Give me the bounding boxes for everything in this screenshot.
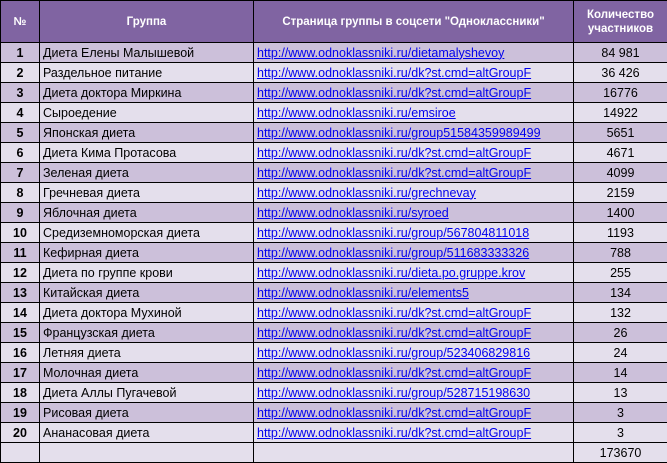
row-num: 1: [1, 43, 40, 63]
table-row: [1, 143, 667, 163]
member-count: 26: [574, 323, 667, 343]
group-name: Сыроедение: [40, 103, 254, 123]
group-name: Рисовая диета: [40, 403, 254, 423]
group-name: Японская диета: [40, 123, 254, 143]
member-count: 255: [574, 263, 667, 283]
member-count: 3: [574, 403, 667, 423]
group-name: Диета Кима Протасова: [40, 143, 254, 163]
group-name: Диета по группе крови: [40, 263, 254, 283]
member-count: 5651: [574, 123, 667, 143]
total-empty-cell: [1, 443, 40, 463]
group-link[interactable]: http://www.odnoklassniki.ru/dk?st.cmd=altGroupF: [254, 83, 574, 103]
member-count: 3: [574, 423, 667, 443]
group-name: Диета доктора Мухиной: [40, 303, 254, 323]
table-row: [1, 63, 667, 83]
header-count: Количество участников: [574, 1, 667, 43]
row-num: 2: [1, 63, 40, 83]
group-link[interactable]: http://www.odnoklassniki.ru/dk?st.cmd=altGroupF: [254, 423, 574, 443]
table-row: [1, 343, 667, 363]
table-row: [1, 283, 667, 303]
member-count: 36 426: [574, 63, 667, 83]
member-count: 134: [574, 283, 667, 303]
group-name: Диета Аллы Пугачевой: [40, 383, 254, 403]
table-row: [1, 363, 667, 383]
table-row: [1, 203, 667, 223]
group-name: Раздельное питание: [40, 63, 254, 83]
table-row: [1, 383, 667, 403]
group-name: Диета доктора Миркина: [40, 83, 254, 103]
total-empty-cell: [40, 443, 254, 463]
member-count: 132: [574, 303, 667, 323]
group-link[interactable]: http://www.odnoklassniki.ru/dk?st.cmd=altGroupF: [254, 323, 574, 343]
row-num: 19: [1, 403, 40, 423]
header-num: №: [1, 1, 40, 43]
group-name: Летняя диета: [40, 343, 254, 363]
table-row: [1, 263, 667, 283]
total-empty-cell: [254, 443, 574, 463]
member-count: 1193: [574, 223, 667, 243]
group-link[interactable]: http://www.odnoklassniki.ru/dk?st.cmd=altGroupF: [254, 363, 574, 383]
group-link[interactable]: http://www.odnoklassniki.ru/dk?st.cmd=altGroupF: [254, 143, 574, 163]
table-row: [1, 83, 667, 103]
group-name: Кефирная диета: [40, 243, 254, 263]
row-num: 5: [1, 123, 40, 143]
group-name: Ананасовая диета: [40, 423, 254, 443]
group-link[interactable]: http://www.odnoklassniki.ru/dietamalyshevoy: [254, 43, 574, 63]
row-num: 7: [1, 163, 40, 183]
header-page: Страница группы в соцсети "Одноклассники": [254, 1, 574, 43]
group-link[interactable]: http://www.odnoklassniki.ru/grechnevay: [254, 183, 574, 203]
member-count: 2159: [574, 183, 667, 203]
row-num: 13: [1, 283, 40, 303]
member-count: 84 981: [574, 43, 667, 63]
row-num: 12: [1, 263, 40, 283]
row-num: 14: [1, 303, 40, 323]
group-name: Китайская диета: [40, 283, 254, 303]
header-group: Группа: [40, 1, 254, 43]
group-link[interactable]: http://www.odnoklassniki.ru/syroed: [254, 203, 574, 223]
table-row: [1, 303, 667, 323]
header-row: [1, 1, 667, 43]
row-num: 9: [1, 203, 40, 223]
group-name: Яблочная диета: [40, 203, 254, 223]
member-count: 788: [574, 243, 667, 263]
member-count: 24: [574, 343, 667, 363]
row-num: 10: [1, 223, 40, 243]
group-link[interactable]: http://www.odnoklassniki.ru/group/523406829816: [254, 343, 574, 363]
row-num: 15: [1, 323, 40, 343]
table-row: [1, 223, 667, 243]
table-row: [1, 123, 667, 143]
table-row: [1, 43, 667, 63]
row-num: 3: [1, 83, 40, 103]
group-name: Молочная диета: [40, 363, 254, 383]
table-row: [1, 323, 667, 343]
total-row: [1, 443, 667, 463]
member-count: 4671: [574, 143, 667, 163]
row-num: 11: [1, 243, 40, 263]
member-count: 1400: [574, 203, 667, 223]
group-link[interactable]: http://www.odnoklassniki.ru/dieta.po.gruppe.krov: [254, 263, 574, 283]
member-count: 14: [574, 363, 667, 383]
group-link[interactable]: http://www.odnoklassniki.ru/dk?st.cmd=altGroupF: [254, 403, 574, 423]
group-link[interactable]: http://www.odnoklassniki.ru/group51584359989499: [254, 123, 574, 143]
member-count: 16776: [574, 83, 667, 103]
row-num: 4: [1, 103, 40, 123]
row-num: 6: [1, 143, 40, 163]
total-count: 173670: [574, 443, 667, 463]
table-row: [1, 183, 667, 203]
row-num: 18: [1, 383, 40, 403]
row-num: 17: [1, 363, 40, 383]
group-link[interactable]: http://www.odnoklassniki.ru/elements5: [254, 283, 574, 303]
group-name: Гречневая диета: [40, 183, 254, 203]
row-num: 8: [1, 183, 40, 203]
table-row: [1, 103, 667, 123]
group-name: Диета Елены Малышевой: [40, 43, 254, 63]
row-num: 20: [1, 423, 40, 443]
row-num: 16: [1, 343, 40, 363]
group-link[interactable]: http://www.odnoklassniki.ru/group/528715198630: [254, 383, 574, 403]
table-row: [1, 423, 667, 443]
group-name: Французская диета: [40, 323, 254, 343]
member-count: 14922: [574, 103, 667, 123]
group-link[interactable]: http://www.odnoklassniki.ru/emsiroe: [254, 103, 574, 123]
member-count: 4099: [574, 163, 667, 183]
group-name: Зеленая диета: [40, 163, 254, 183]
group-name: Средиземноморская диета: [40, 223, 254, 243]
table-row: [1, 403, 667, 423]
group-link[interactable]: http://www.odnoklassniki.ru/dk?st.cmd=altGroupF: [254, 63, 574, 83]
table-row: [1, 163, 667, 183]
group-link[interactable]: http://www.odnoklassniki.ru/dk?st.cmd=altGroupF: [254, 163, 574, 183]
table-row: [1, 243, 667, 263]
member-count: 13: [574, 383, 667, 403]
group-link[interactable]: http://www.odnoklassniki.ru/group/567804811018: [254, 223, 574, 243]
group-link[interactable]: http://www.odnoklassniki.ru/dk?st.cmd=altGroupF: [254, 303, 574, 323]
group-link[interactable]: http://www.odnoklassniki.ru/group/511683333326: [254, 243, 574, 263]
